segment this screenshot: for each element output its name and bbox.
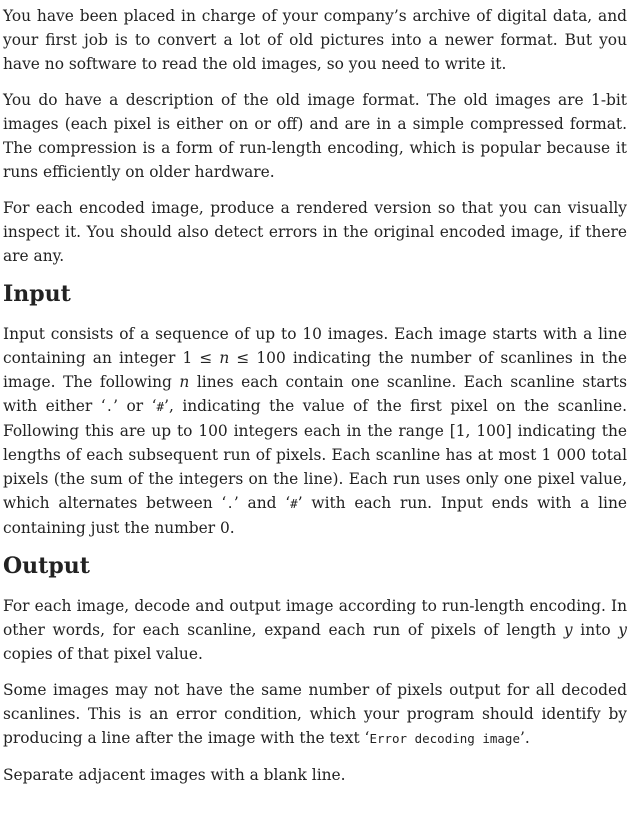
intro-paragraph-2: You do have a description of the old image format. The old images are 1-bit images (each pixel is either on or off) and are in a simple compressed format. The compression is a form of run-length encoding, which is popular because it runs efficiently on older hardware.	[3, 91, 627, 181]
max-integers-value: 100	[198, 422, 228, 440]
intro-paragraph-1: You have been placed in charge of your company’s archive of digital data, and your first job is to convert a lot of old pictures into a newer format. But you have no software to read the old images, so you need to write it.	[3, 7, 627, 73]
max-images-value: 10	[302, 325, 322, 343]
y-variable: y	[563, 621, 573, 639]
error-message-text: Error decoding image	[369, 731, 520, 746]
y-variable: y	[618, 621, 627, 639]
n-variable: n	[219, 349, 230, 367]
input-paragraph: Input consists of a sequence of up to 10 images. Each image starts with a line containing an integer 1 ≤ n ≤ 100 indicating the number of scanlines in the image. The following n lines each contain one scanline. Each scanline starts with either ‘.’ or ‘#’, indicating the value of the first pixel on the scanline. Following this are up to 100 integers each in the range [1, 100] indicating the lengths of each subsequent run of pixels. Each scanline has at most 1 000 total pixels (the sum of the integers on the line). Each run uses only one pixel value, which alternates between ‘.’ and ‘#’ with each run. Input ends with a line containing just the number 0.	[3, 325, 628, 537]
hash-char: #	[290, 496, 298, 511]
input-heading: Input	[3, 281, 71, 307]
run-length-range: [1, 100]	[449, 422, 512, 440]
n-variable: n	[179, 373, 190, 391]
n-lower-bound: 1	[182, 349, 193, 367]
end-number: 0	[219, 519, 230, 537]
output-paragraph-2: Some images may not have the same number of pixels output for all decoded scanlines. This is an error condition, which your program should identify by producing a line after the image with the text ‘Error decoding image’.	[3, 681, 627, 747]
output-paragraph-1: For each image, decode and output image according to run-length encoding. In other words, for each scanline, expand each run of pixels of length y into y copies of that pixel value.	[3, 597, 627, 663]
dot-char: .	[105, 399, 114, 414]
n-upper-bound: 100	[256, 349, 286, 367]
intro-paragraph-3: For each encoded image, produce a rendered version so that you can visually inspect it. You should also detect errors in the original encoded image, if there are any.	[3, 199, 627, 265]
output-paragraph-3: Separate adjacent images with a blank line.	[3, 766, 346, 784]
max-pixels-value: 1 000	[541, 446, 586, 464]
dot-char: .	[226, 496, 234, 511]
hash-char: #	[156, 399, 165, 414]
output-heading: Output	[3, 553, 90, 579]
